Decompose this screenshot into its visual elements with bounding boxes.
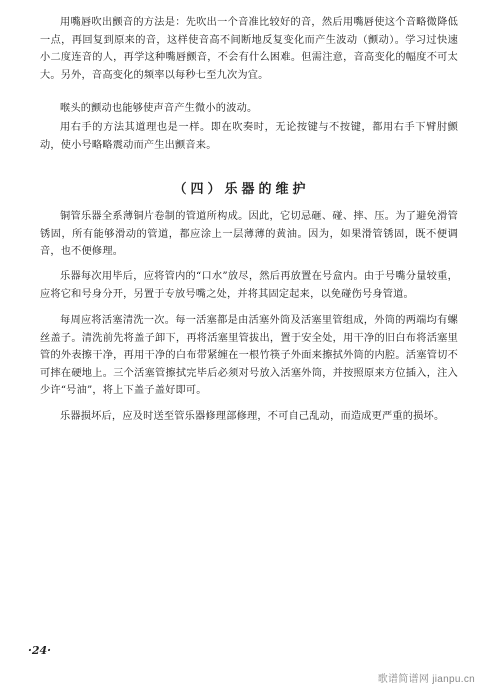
paragraph-right-hand-vibrato: 用右手的方法其道理也是一样。即在吹奏时，无论按键与不按键，都用右手下臂肘颤动，使小号略略震动而产生出颤音来。	[40, 122, 458, 151]
site-watermark: 歌谱简谱网 jianpu.cn	[377, 674, 475, 685]
paragraph-valve-cleaning: 每周应将活塞清洗一次。每一活塞都是由活塞外筒及活塞里管组成，外筒的两端均有螺丝盖子。清洗前先将盖子卸下，再将活塞里管拔出，置于安全处，用干净的旧白布将活塞里管的外表擦干净，再用干净的白布带紧缠在一根竹筷子外面来擦拭外筒的内腔。活塞管切不可摔在硬地上。三个活塞管擦拭完毕后必须对号放入活塞外筒，并按照原来方位插入，注入少许“号油”，将上下盖子盖好即可。	[40, 315, 458, 396]
paragraph-lip-vibrato: 用嘴唇吹出颤音的方法是：先吹出一个音准比较好的音，然后用嘴唇使这个音略微降低一点，再回复到原来的音，这样使音高不间断地反复变化而产生波动（颤动）。学习过快速小二度连音的人，再学这种嘴唇颤音，不会有什么困难。但需注意，音高变化的幅度不可太大。另外，音高变化的频率以每秒七至九次为宜。	[40, 17, 458, 81]
page-number: ·24·	[28, 644, 51, 657]
section-title: （四）乐器的维护	[173, 182, 310, 197]
paragraph-brass-construction: 铜管乐器全系薄铜片卷制的管道所构成。因此，它切忌砸、碰、摔、压。为了避免滑管锈固，所有能够滑动的管道，都应涂上一层薄薄的黄油。因为，如果滑管锈固，既不便调音，也不便修理。	[40, 211, 458, 257]
paragraph-after-use: 乐器每次用毕后，应将管内的“口水”放尽，然后再放置在号盒内。由于号嘴分量较重，应将它和号身分开，另置于专放号嘴之处，并将其固定起来，以免碰伤号身管道。	[40, 271, 458, 300]
paragraph-repair: 乐器损坏后，应及时送至管乐器修理部修理，不可自己乱动，而造成更严重的损坏。	[60, 411, 445, 422]
paragraph-throat-vibrato: 喉头的颤动也能够使声音产生微小的波动。	[60, 103, 258, 114]
